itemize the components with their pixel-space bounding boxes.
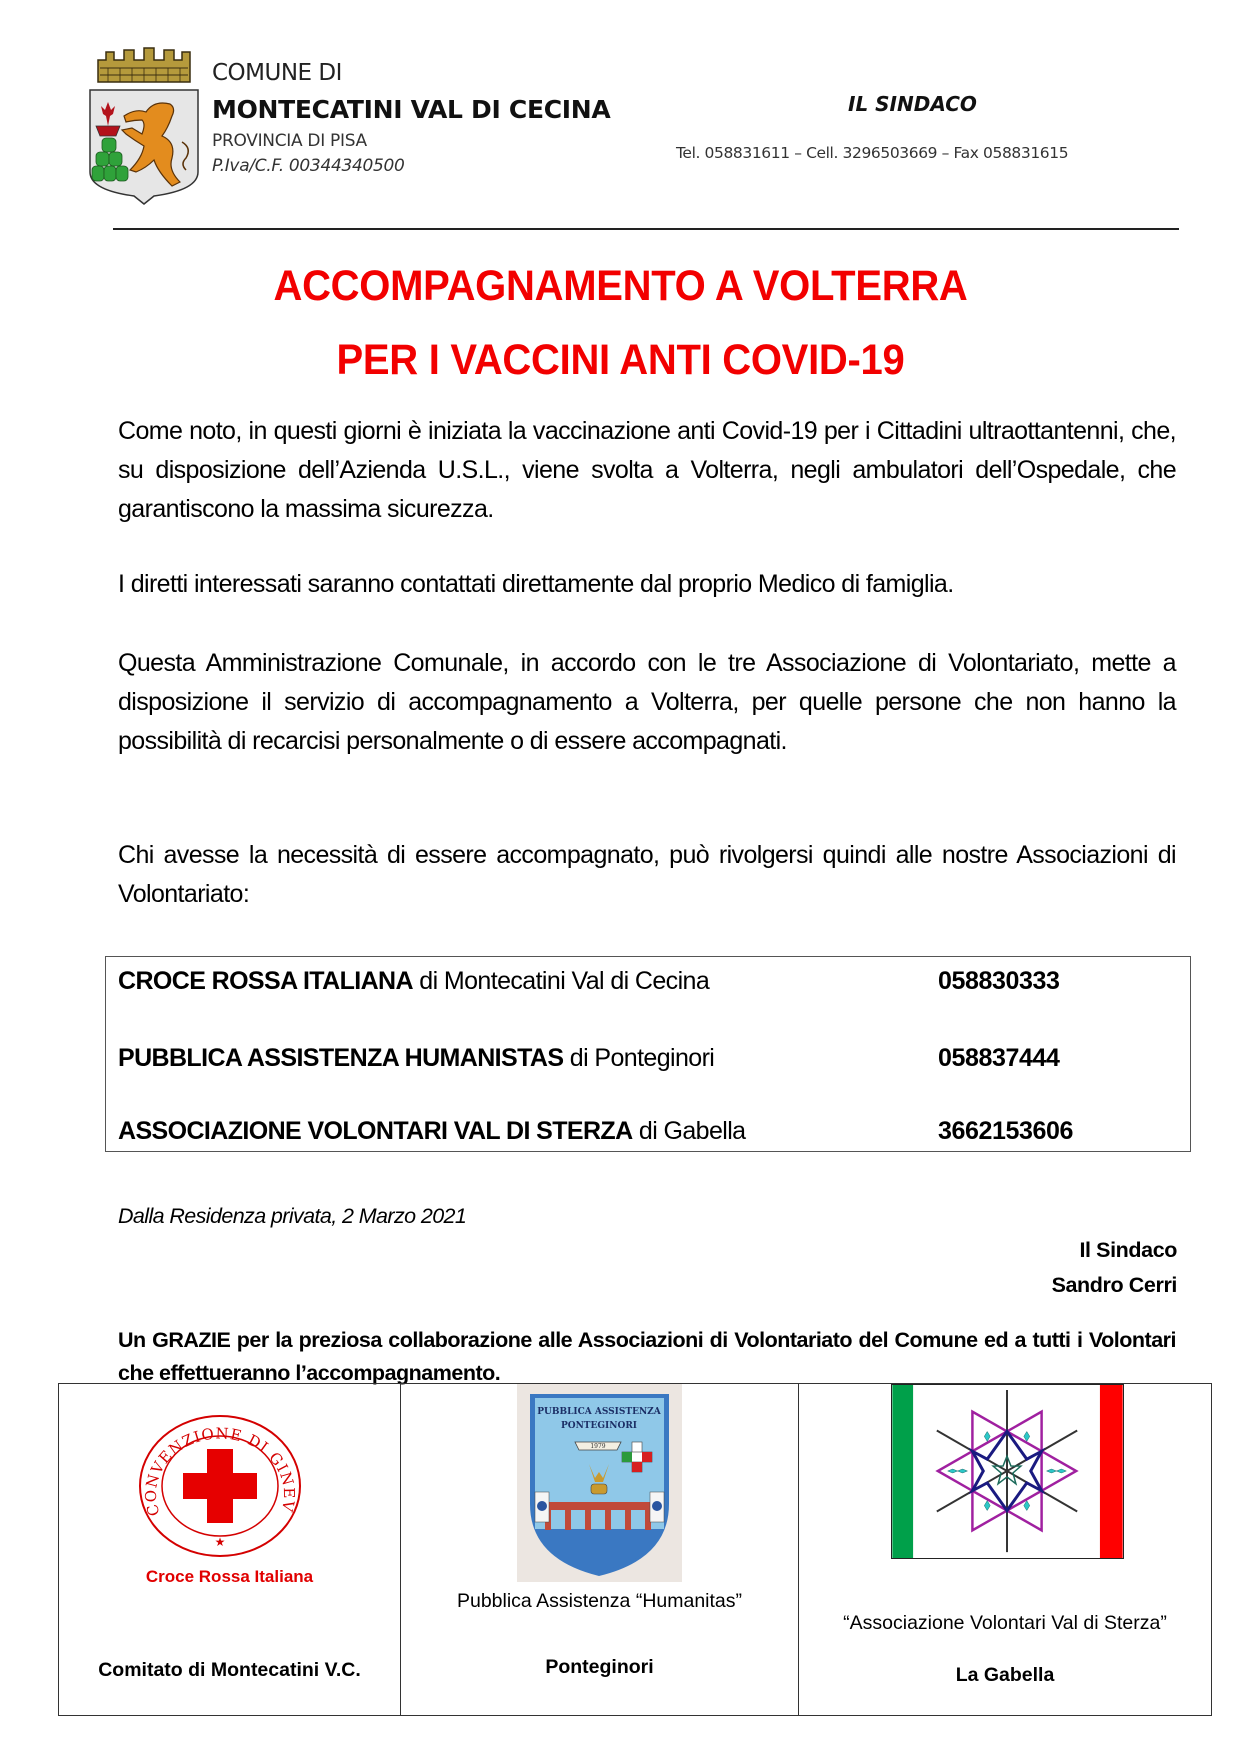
paragraph-intro: Come noto, in questi giorni è iniziata la vaccinazione anti Covid-19 per i Cittadini ultraottantenni, che, su disposizione dell’Azienda U.S.L., viene svolta a Volterra, negli ambulatori dell’Ospedale, che garantiscono la massima sicurezza. [118,417,1176,523]
paragraph-service: Questa Amministrazione Comunale, in accordo con le tre Associazione di Volontariato, mette a disposizione il servizio di accompagnamento a Volterra, per quelle persone che non hanno la possibilità di recarcisi personalmente o di essere accompagnati. [118,649,1176,755]
associations-contact-table [105,956,1191,1152]
table-row [118,967,709,996]
title-line-2: PER I VACCINI ANTI COVID-19 [336,336,905,384]
logo-label-croce-rossa: Comitato di Montecatini V.C. [98,1659,361,1681]
associations-logo-table [58,1383,1212,1716]
shield-text-1: PUBBLICA ASSISTENZA [537,1407,661,1417]
pubblica-assistenza-shield-icon [517,1384,682,1582]
header-piva: P.Iva/C.F. 00344340500 [212,156,405,176]
logo-cell-pubblica-assistenza [400,1384,798,1715]
header-provincia: PROVINCIA DI PISA [212,131,367,151]
paragraph-doctor: I diretti interessati saranno contattati direttamente dal proprio Medico di famiglia. [118,570,954,598]
signature-title: Il Sindaco [1079,1238,1177,1262]
association-name: PUBBLICA ASSISTENZA HUMANISTAS [118,1044,564,1072]
red-cross-ring-text: CONVENZIONE DI GINEV [141,1424,299,1519]
shield-year: 1979 [590,1443,606,1450]
association-location: di Montecatini Val di Cecina [412,967,710,995]
header-comune-label: COMUNE DI [212,60,342,86]
red-cross-logo-icon [135,1414,305,1559]
table-row [118,1044,714,1073]
logo-label-val-di-sterza: La Gabella [955,1664,1055,1686]
association-phone: 3662153606 [938,1117,1074,1145]
header-comune-name: MONTECATINI VAL DI CECINA [212,95,611,124]
snowflake-flag-logo-icon [891,1384,1124,1559]
coat-of-arms-icon [84,42,204,207]
shield-text-2: PONTEGINORI [560,1421,638,1431]
logo-cell-val-di-sterza [798,1384,1211,1715]
logo-cell-croce-rossa [59,1384,400,1715]
association-name: CROCE ROSSA ITALIANA [118,967,413,995]
logo-caption-val-di-sterza: “Associazione Volontari Val di Sterza” [843,1612,1167,1634]
thanks-note: Un GRAZIE per la preziosa collaborazione alle Associazioni di Volontariato del Comune ed a tutti i Volontari che effettueranno l’accompagnamento. [118,1328,1176,1385]
header-office: IL SINDACO [848,92,977,116]
date-line: Dalla Residenza privata, 2 Marzo 2021 [118,1204,467,1228]
red-cross-caption: Croce Rossa Italiana [145,1567,314,1586]
association-phone: 058830333 [938,967,1060,995]
header-contacts: Tel. 058831611 – Cell. 3296503669 – Fax 058831615 [676,144,1069,162]
association-phone: 058837444 [938,1044,1060,1072]
header-divider [113,228,1179,230]
title-line-1: ACCOMPAGNAMENTO A VOLTERRA [273,262,968,310]
signature-name: Sandro Cerri [1051,1273,1177,1297]
logo-label-pubblica-assistenza: Ponteginori [545,1656,654,1678]
paragraph-contact: Chi avesse la necessità di essere accompagnato, può rivolgersi quindi alle nostre Associazioni di Volontariato: [118,841,1176,908]
svg-text:★: ★ [214,1535,226,1549]
association-name: ASSOCIAZIONE VOLONTARI VAL DI STERZA [118,1117,633,1145]
table-row [118,1117,745,1146]
logo-caption-pubblica-assistenza: Pubblica Assistenza “Humanitas” [456,1590,743,1612]
association-location: di Gabella [632,1117,746,1145]
association-location: di Ponteginori [563,1044,715,1072]
